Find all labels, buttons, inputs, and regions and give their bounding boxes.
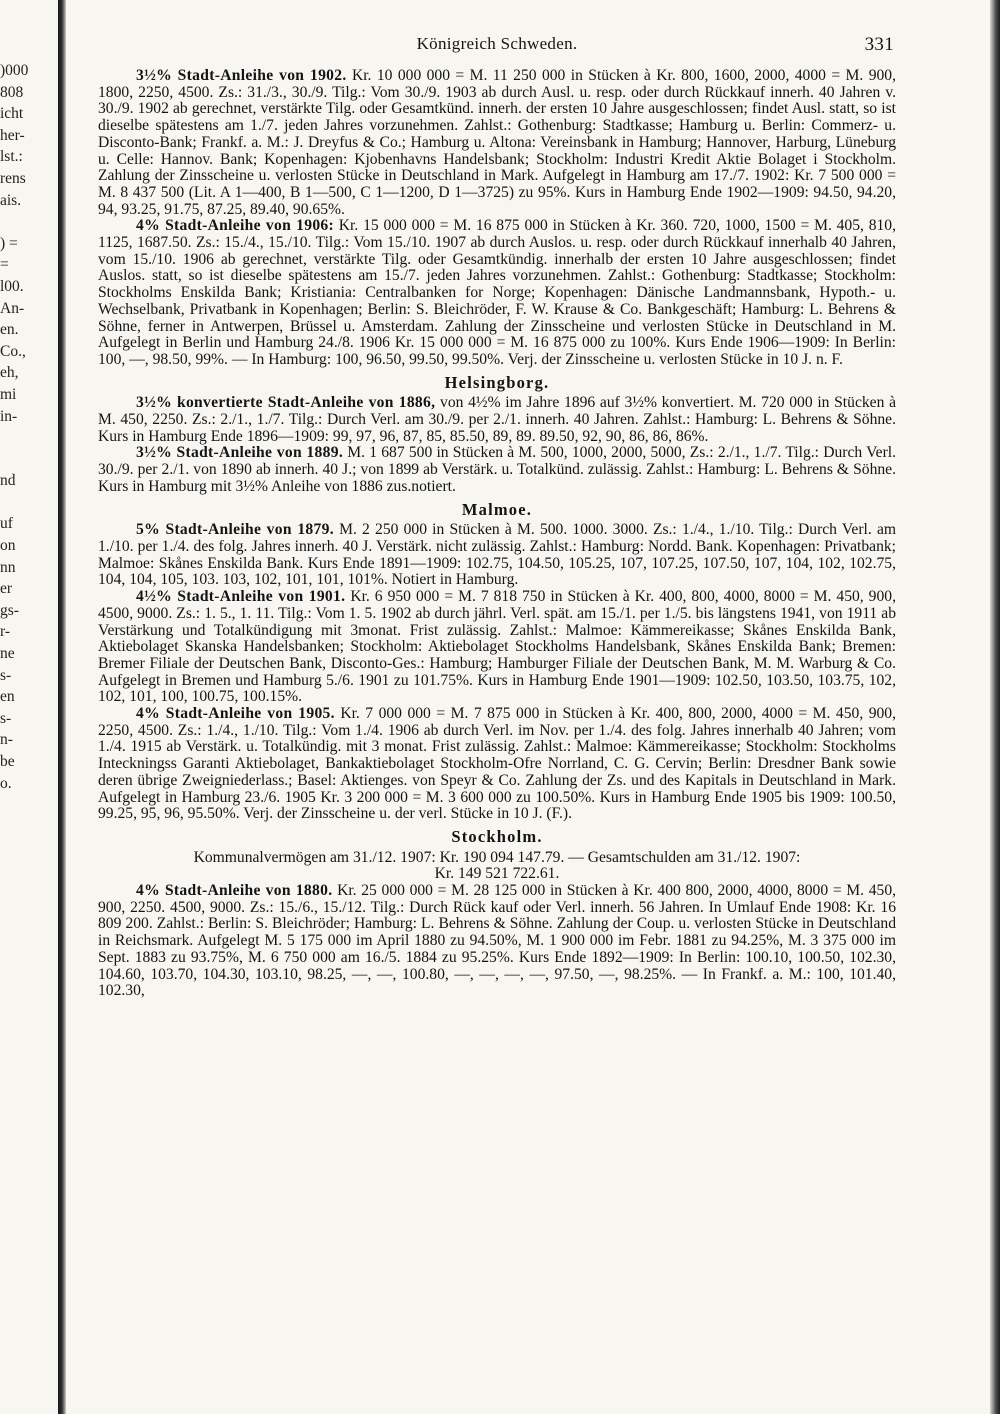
margin-fragment: rens	[0, 169, 26, 187]
page-edge-shadow-right	[990, 0, 1000, 1414]
margin-fragment: =	[0, 256, 9, 274]
margin-fragment: her-	[0, 126, 25, 144]
entry-heading: 4½% Stadt-Anleihe von 1901.	[136, 588, 346, 606]
entry-gothenburg-1906	[98, 218, 896, 368]
margin-fragment: n-	[0, 731, 13, 749]
margin-fragment: en	[0, 688, 15, 706]
stockholm-intro-line-1: Kommunalvermögen am 31./12. 1907: Kr. 190 094 147.79. — Gesamtschulden am 31./12. 1907:	[193, 848, 801, 866]
margin-fragment: ais.	[0, 191, 22, 209]
margin-fragment: nd	[0, 472, 16, 490]
page-body	[98, 68, 896, 1000]
page-fold-shadow-left	[58, 0, 66, 1414]
entry-text: M. 2 250 000 in Stücken à M. 500. 1000. 3000. Zs.: 1./4., 1./10. Tilg.: Durch Verl. am 1./10. per 1./4. des folg. Jahres innerh. 40 J. Verstärk. nicht zulässig. Zahlst.: Hamburg: Nordd. Bank. Kopenhagen: Privatbank; Malmoe: Skånes Enskilda Bank. Kurs Ende 1891—1909: 102.75, 104.50, 105.25, 107, 107.25, 107.50, 107, 104, 102, 102.75, 104, 104, 105, 103. 103, 102, 101, 101, 101%. Notiert in Hamburg.	[98, 521, 896, 589]
entry-helsingborg-1889	[98, 445, 896, 495]
running-title: Königreich Schweden.	[416, 34, 578, 53]
left-page-margin-fragments	[0, 60, 56, 792]
margin-fragment: s-	[0, 709, 12, 727]
margin-fragment: en.	[0, 321, 19, 339]
page-header	[98, 34, 896, 60]
section-title-stockholm: Stockholm.	[451, 826, 543, 846]
margin-fragment: s-	[0, 666, 12, 684]
entry-helsingborg-1886	[98, 395, 896, 445]
margin-fragment	[0, 427, 56, 449]
margin-fragment: mi	[0, 385, 17, 403]
margin-fragment: o.	[0, 774, 12, 792]
page-number: 331	[864, 34, 894, 55]
entry-gothenburg-1902	[98, 68, 896, 218]
entry-text: Kr. 10 000 000 = M. 11 250 000 in Stücken à Kr. 800, 1600, 2000, 4000 = M. 900, 1800, 2250, 4500. Zs.: 31./3., 30./9. Tilg.: Vom 30./9. 1903 ab durch Ausl. u. resp. oder durch Rückkauf innerh. 40 Jahren v. 30./9. 1902 ab gerechnet, verstärkte Tilg. oder Gesamtkünd. innerh. der ersten 10 Jahre ausgeschlossen; findet Ausl. statt, so ist dieselbe spätestens am 1./7. jeden Jahres vorzunehmen. Zahlst.: Gothenburg: Stadtkasse; Hamburg u. Berlin: Commerz- u. Disconto-Bank; Frankf. a. M.: J. Dreyfus & Co.; Hamburg u. Altona: Vereinsbank in Hamburg; Hannover, Harburg, Lüneburg u. Celle: Hannov. Bank; Kopenhagen: Kjobenhavns Handelsbank; Stockholm: Industri Kredit Aktie Bolaget i Stockholm. Zahlung der Zinsscheine u. verlosten Stücke in Deutschland in Mark. Aufgelegt in Hamburg am 17./7. 1902: Kr. 7 500 000 = M. 8 437 500 (Lit. A 1—400, B 1—500, C 1—1200, D 1—3725) zu 95%. Kurs in Hamburg Ende 1902—1909: 94.50, 94.20, 94, 93.25, 91.75, 87.25, 89.40, 90.65%.	[98, 67, 896, 218]
entry-heading: 4% Stadt-Anleihe von 1880.	[136, 882, 333, 900]
margin-fragment: er	[0, 580, 13, 598]
entry-heading: 5% Stadt-Anleihe von 1879.	[136, 521, 334, 539]
entry-heading: 4% Stadt-Anleihe von 1905.	[136, 705, 335, 723]
margin-fragment: icht	[0, 105, 24, 123]
margin-fragment: eh,	[0, 364, 19, 382]
section-title-malmoe: Malmoe.	[461, 499, 533, 519]
margin-fragment: 808	[0, 83, 24, 101]
entry-text: M. 1 687 500 in Stücken à M. 500, 1000, 2000, 5000, Zs.: 2./1., 1./7. Tilg.: Durch Verl. 30./9. per 2./1. von 1890 ab innerh. 40 J.; von 1899 ab Verstärk. u. Totalkünd. zulässig. Zahlst.: Hamburg: L. Behrens & Söhne. Kurs in Hamburg mit 3½% Anleihe von 1886 zus.notiert.	[98, 444, 896, 495]
margin-fragment: in-	[0, 407, 18, 425]
entry-malmoe-1901	[98, 589, 896, 706]
entry-heading: 3½% Stadt-Anleihe von 1902.	[136, 67, 347, 84]
margin-fragment: be	[0, 753, 15, 770]
margin-fragment: )000	[0, 62, 29, 79]
margin-fragment	[0, 211, 56, 233]
entry-text: Kr. 15 000 000 = M. 16 875 000 in Stücken à Kr. 360. 720, 1000, 1500 = M. 405, 810, 1125, 1687.50. Zs.: 15./4., 15./10. Tilg.: Vom 15./10. 1907 ab durch Auslos. u. resp. oder durch Rückkauf innerhalb 40 Jahren, vom 15./10. 1906 ab gerechnet, verstärkte Tilg. oder Gesamtkündig. innerhalb der ersten 10 Jahre ausgeschlossen; findet Auslos. statt, so ist dieselbe spätestens am 15./7. jeden Jahres vorzunehmen. Zahlst.: Gothenburg: Stadtkasse; Stockholm: Stockholms Enskilda Bank; Kristiania: Centralbanken for Norge; Kopenhagen: Dänische Landmannsbank, Hypoth.- u. Wechselbank, Privatbank in Kopenhagen; Berlin: S. Bleichröder, F. W. Krause & Co. Bankgeschäft; Hamburg: L. Behrens & Söhne, ferner in Antwerpen, Brüssel u. Amsterdam. Zahlung der Zinsscheine und verlosten Stücke in Deutschland in M. Aufgelegt in Berlin und Hamburg 24./8. 1906 Kr. 15 000 000 = M. 16 875 000 zu 100%. Kurs Ende 1906—1909: In Berlin: 100, —, 98.50, 99%. — In Hamburg: 100, 96.50, 99.50, 99.50%. Verj. der Zinsscheine u. verlosten Stücke in 10 J. n. F.	[98, 217, 896, 368]
entry-heading: 3½% konvertierte Stadt-Anleihe von 1886,	[136, 394, 436, 412]
margin-fragment: on	[0, 537, 16, 555]
entry-malmoe-1879	[98, 522, 896, 589]
margin-fragment: Co.,	[0, 342, 26, 360]
margin-fragment: gs-	[0, 601, 19, 619]
entry-text: Kr. 6 950 000 = M. 7 818 750 in Stücken à Kr. 400, 800, 4000, 8000 = M. 450, 900, 4500, 9000. Zs.: 1. 5., 1. 11. Tilg.: Vom 1. 5. 1902 ab durch jährl. Verl. spät. am 15./1. per 1./5. bis längstens 1941, von 1911 ab Verstärkung und Totalkündigung mit 3monat. Frist zulässig. Zahlst.: Malmoe: Kämmereikasse; Skånes Enskilda Bank, Aktiebolaget Skanska Handelsbanken; Stockholm: Aktiebolaget Stockholms Handelsbank, Skånes Enskilda Bank; Bremen: Bremer Filiale der Deutschen Bank, Disconto-Ges.: Hamburg; Hamburger Filiale der Deutschen Bank, M. M. Warburg & Co. Aufgelegt in Bremen und Hamburg 5./6. 1901 zu 101.75%. Kurs in Hamburg Ende 1901—1909: 102.50, 103.50, 103.75, 102, 102, 101, 100, 100.75, 100.15%.	[98, 588, 896, 706]
margin-fragment: nn	[0, 558, 16, 576]
margin-fragment	[0, 449, 56, 471]
margin-fragment	[0, 492, 56, 514]
margin-fragment: lst.:	[0, 148, 23, 166]
margin-fragment: l00.	[0, 277, 24, 295]
stockholm-intro-line-2: Kr. 149 521 722.61.	[434, 865, 560, 883]
entry-text: Kr. 7 000 000 = M. 7 875 000 in Stücken à Kr. 400, 800, 2000, 4000 = M. 450, 900, 2250, 4500. Zs.: 1./4., 1./10. Tilg.: Vom 1./4. 1906 ab durch Verl. im Nov. per 1./4. des folg. Jahres innerhalb 40 Jahren; vom 1./4. 1915 ab Verstärk. u. Totalkündig. mit 3 monat. Frist zulässig. Zahlst.: Malmoe: Kämmereikasse; Stockholm: Stockholms Inteckningss Garanti Aktiebolaget, Bankaktiebolaget Stockholm-Ofre Norrland, C. G. Cervin; Berlin: Dresdner Bank sowie deren übrige Zweigniederlass.; Basel: Aktienges. von Speyr & Co. Zahlung der Zs. und des Kapitals in Deutschland in Mark. Aufgelegt in Hamburg 23./6. 1905 Kr. 3 200 000 = M. 3 600 000 zu 100.50%. Kurs in Hamburg Ende 1905 bis 1909: 100.50, 99.25, 95, 96, 95.50%. Verj. der Zinsscheine u. der verl. Stücke in 10 J. (F.).	[98, 705, 896, 823]
margin-fragment: ne	[0, 645, 15, 663]
margin-fragment: ) =	[0, 234, 18, 252]
entry-text: Kr. 25 000 000 = M. 28 125 000 in Stücken à Kr. 400 800, 2000, 4000, 8000 = M. 450, 900, 2250. 4500, 9000. Zs.: 15./6., 15./12. Tilg.: Durch Rück kauf oder Verl. innerh. 56 Jahren. In Umlauf Ende 1908: Kr. 16 809 200. Zahlst.: Berlin: S. Bleichröder; Hamburg: L. Behrens & Söhne. Zahlung der Coup. u. verlosten Stücke in Deutschland in Reichsmark. Aufgelegt M. 5 175 000 im April 1880 zu 94.50%, M. 1 900 000 im Febr. 1881 zu 94.25%, M. 3 375 000 im Sept. 1883 zu 93.75%, M. 6 750 000 am 16./5. 1884 zu 95.25%. Kurs Ende 1892—1909: In Berlin: 100.10, 100.50, 102.30, 104.60, 103.70, 104.30, 103.10, 98.25, —, —, 100.80, —, —, —, —, 97.50, —, 98.25%. — In Frankf. a. M.: 100, 101.40, 102.30,	[98, 882, 897, 1000]
entry-heading: 4% Stadt-Anleihe von 1906:	[136, 217, 335, 235]
entry-text: von 4½% im Jahre 1896 auf 3½% konvertiert. M. 720 000 in Stücken à M. 450, 2250. Zs.: 2./1., 1./7. Tilg.: Durch Verl. am 30./9. per 2./1. innerh. 40 Jahren. Zahlst.: Hamburg: L. Behrens & Söhne. Kurs in Hamburg Ende 1896—1909: 99, 97, 96, 87, 85, 85.50, 89, 89. 89.50, 92, 90, 86, 86, 86%.	[98, 394, 896, 445]
margin-fragment: uf	[0, 515, 13, 533]
entry-heading: 3½% Stadt-Anleihe von 1889.	[136, 444, 344, 462]
entry-malmoe-1905	[98, 706, 896, 823]
entry-stockholm-1880	[98, 883, 896, 1000]
margin-fragment: An-	[0, 299, 25, 317]
section-title-helsingborg: Helsingborg.	[444, 372, 550, 392]
margin-fragment: r-	[0, 623, 11, 641]
